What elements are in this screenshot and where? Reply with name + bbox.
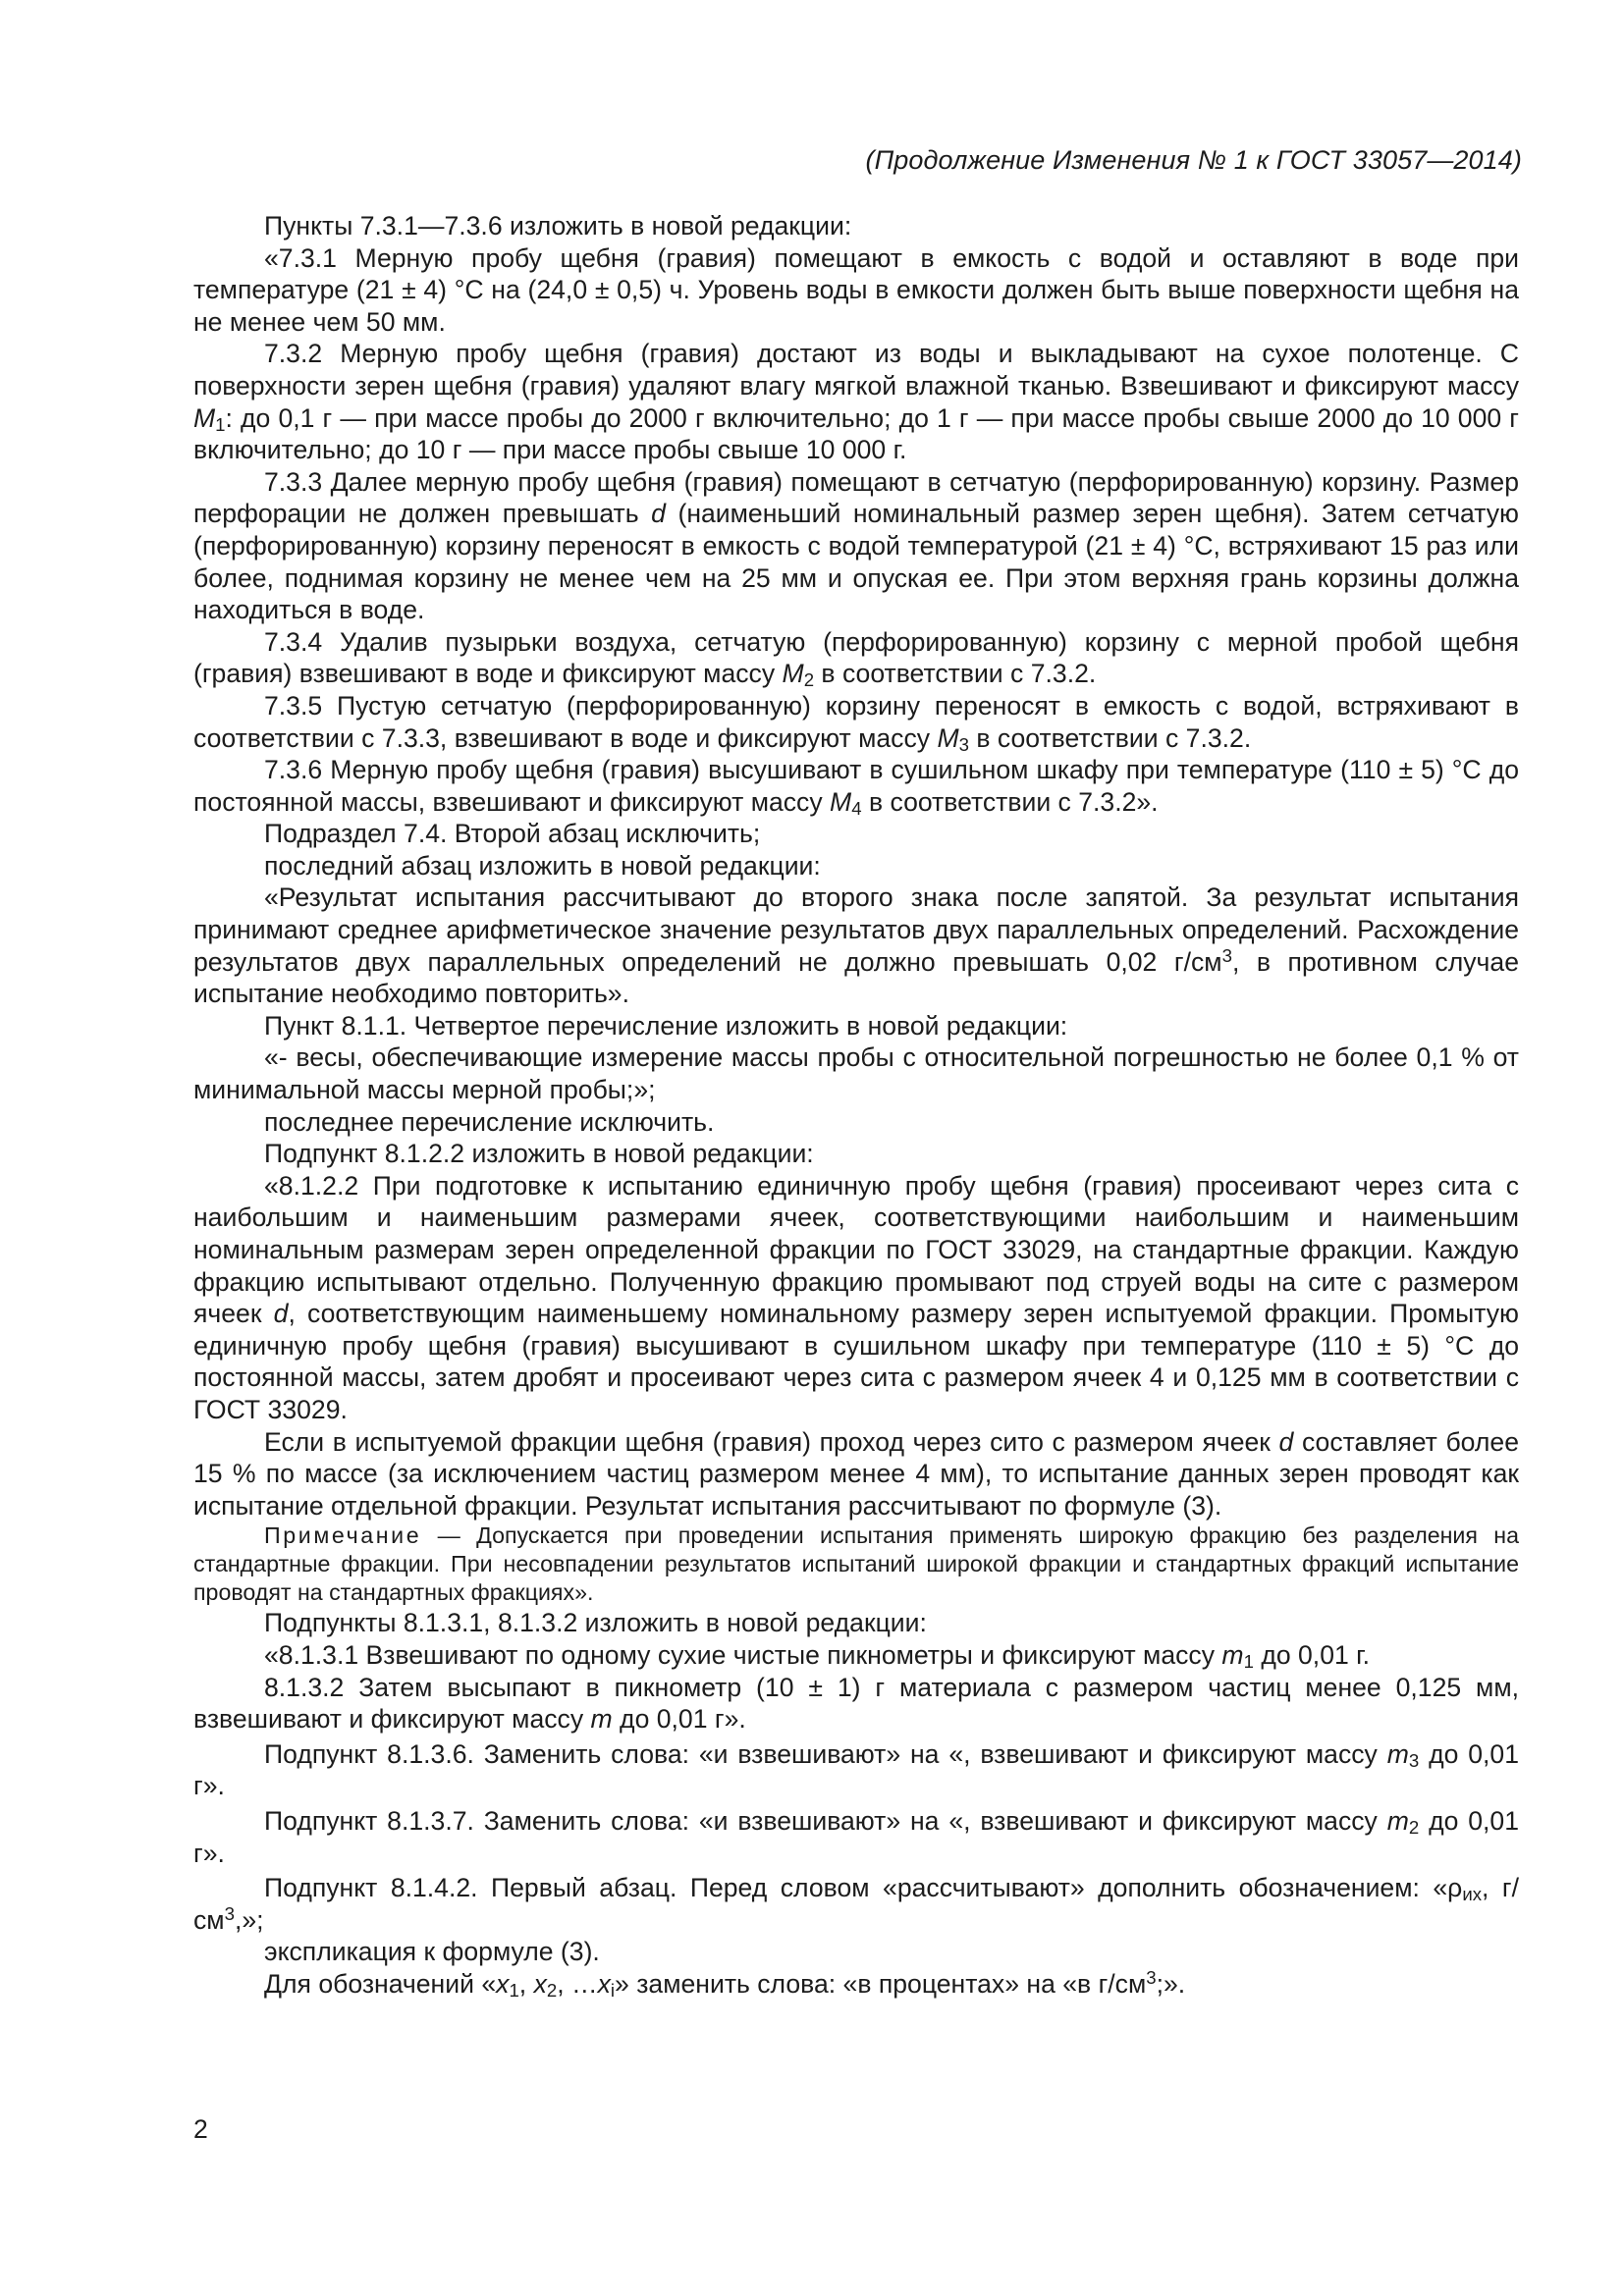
- paragraph: последний абзац изложить в новой редакции:: [264, 850, 821, 881]
- paragraph: 7.3.4 Удалив пузырьки воздуха, сетчатую (перфорированную) корзину с мерной пробой щебня (гравия) взвешивают в воде и фиксируют массу $M_2$ в соответствии с 7.3.2.: [193, 626, 1519, 691]
- paragraph: «8.1.2.2 При подготовке к испытанию единичную пробу щебня (гравия) просеивают через сита с наибольшим и наименьшим размерами ячеек, соответствующими наибольшим и наименьшим номинальным размерам зерен определенной фракции по ГОСТ 33029, на стандартные фракции. Каждую фракцию испытывают отдельно. Полученную фракцию промывают под струей воды на сите с размером ячеек d, соответствующим наименьшему номинальному размеру зерен испытуемой фракции. Промытую единичную пробу щебня (гравия) высушивают в сушильном шкафу при температуре (110 ± 5) °С до постоянной массы, затем дробят и просеивают через сита с размером ячеек 4 и 0,125 мм в соответствии с ГОСТ 33029.: [193, 1170, 1519, 1424]
- paragraph: 7.3.5 Пустую сетчатую (перфорированную) корзину переносят в емкость с водой, встряхивают в соответствии с 7.3.3, взвешивают в воде и фиксируют массу $M_3$ в соответствии с 7.3.2.: [193, 690, 1519, 755]
- paragraph: Пункты 7.3.1—7.3.6 изложить в новой редакции:: [264, 211, 852, 240]
- paragraph: «7.3.1 Мерную пробу щебня (гравия) помещают в емкость с водой и оставляют в воде при температуре (21 ± 4) °С на (24,0 ± 0,5) ч. Уровень воды в емкости должен быть выше поверхности щебня на не менее чем 50 мм.: [193, 242, 1519, 337]
- body-text: [193, 210, 1519, 2000]
- paragraph: 7.3.6 Мерную пробу щебня (гравия) высушивают в сушильном шкафу при температуре (110 ± 5) °С до постоянной массы, взвешивают и фиксируют массу $M_4$ в соответствии с 7.3.2».: [193, 755, 1519, 819]
- running-header: (Продолжение Изменения № 1 к ГОСТ 33057—2014): [865, 145, 1522, 175]
- note-label: Примечание: [264, 1522, 422, 1549]
- note-paragraph: Примечание — Допускается при проведении испытания применять широкую фракцию без разделения на стандартные фракции. При несовпадении результатов испытаний широкой фракции и стандартных фракций испытание проводят на стандартных фракциях».: [193, 1522, 1519, 1606]
- paragraph: Подпункт 8.1.2.2 изложить в новой редакции:: [264, 1139, 814, 1169]
- paragraph: экспликация к формуле (3).: [264, 1937, 600, 1967]
- paragraph: Подпункты 8.1.3.1, 8.1.3.2 изложить в новой редакции:: [264, 1608, 927, 1638]
- paragraph: Подпункт 8.1.4.2. Первый абзац. Перед словом «рассчитывают» дополнить обозначением: «$\rho_{их}$, $г/см^3$,»;: [193, 1873, 1519, 1935]
- paragraph: «- весы, обеспечивающие измерение массы пробы с относительной погрешностью не более 0,1 % от минимальной массы мерной пробы;»;: [193, 1042, 1519, 1105]
- paragraph: Подраздел 7.4. Второй абзац исключить;: [264, 819, 761, 849]
- paragraph: Для обозначений «$x_1$, $x_2$, $\dots x_i$» заменить слова: «в процентах» на «в $г/см^3$;».: [264, 1966, 1186, 2001]
- paragraph: 7.3.3 Далее мерную пробу щебня (гравия) помещают в сетчатую (перфорированную) корзину. Размер перфорации не должен превышать d (наименьший номинальный размер зерен щебня). Затем сетчатую (перфорированную) корзину переносят в емкость с водой температурой (21 ± 4) °С, встряхивают 15 раз или более, поднимая корзину не менее чем на 25 мм и опуская ее. При этом верхняя грань корзины должна находиться в воде.: [193, 466, 1519, 625]
- paragraph: Подпункт 8.1.3.6. Заменить слова: «и взвешивают» на «, взвешивают и фиксируют массу $m_3$ до 0,01 г».: [193, 1738, 1519, 1801]
- paragraph: 8.1.3.2 Затем высыпают в пикнометр (10 ± 1) г материала с размером частиц менее 0,125 мм, взвешивают и фиксируют массу m до 0,01 г».: [193, 1672, 1519, 1735]
- paragraph: последнее перечисление исключить.: [264, 1106, 715, 1137]
- paragraph: Подпункт 8.1.3.7. Заменить слова: «и взвешивают» на «, взвешивают и фиксируют массу $m_2$ до 0,01 г».: [193, 1805, 1519, 1868]
- paragraph: Пункт 8.1.1. Четвертое перечисление изложить в новой редакции:: [264, 1010, 1068, 1041]
- paragraph: Если в испытуемой фракции щебня (гравия) проход через сито с размером ячеек d составляет более 15 % по массе (за исключением частиц размером менее 4 мм), то испытание данных зерен проводят как испытание отдельной фракции. Результат испытания рассчитывают по формуле (3).: [193, 1426, 1519, 1521]
- paragraph: 7.3.2 Мерную пробу щебня (гравия) достают из воды и выкладывают на сухое полотенце. С поверхности зерен щебня (гравия) удаляют влагу мягкой влажной тканью. Взвешивают и фиксируют массу $M_1$: до 0,1 г — при массе пробы до 2000 г включительно; до 1 г — при массе пробы свыше 2000 до 10 000 г включительно; до 10 г — при массе пробы свыше 10 000 г.: [193, 339, 1519, 465]
- page-number: 2: [193, 2114, 208, 2144]
- paragraph: «Результат испытания рассчитывают до второго знака после запятой. За результат испытания принимают среднее арифметическое значение результатов двух параллельных определений. Расхождение результатов двух параллельных определений не должно превышать 0,02 $г/см^3$, в противном случае испытание необходимо повторить».: [193, 882, 1519, 1009]
- paragraph: «8.1.3.1 Взвешивают по одному сухие чистые пикнометры и фиксируют массу $m_1$ до 0,01 г.: [264, 1639, 1371, 1672]
